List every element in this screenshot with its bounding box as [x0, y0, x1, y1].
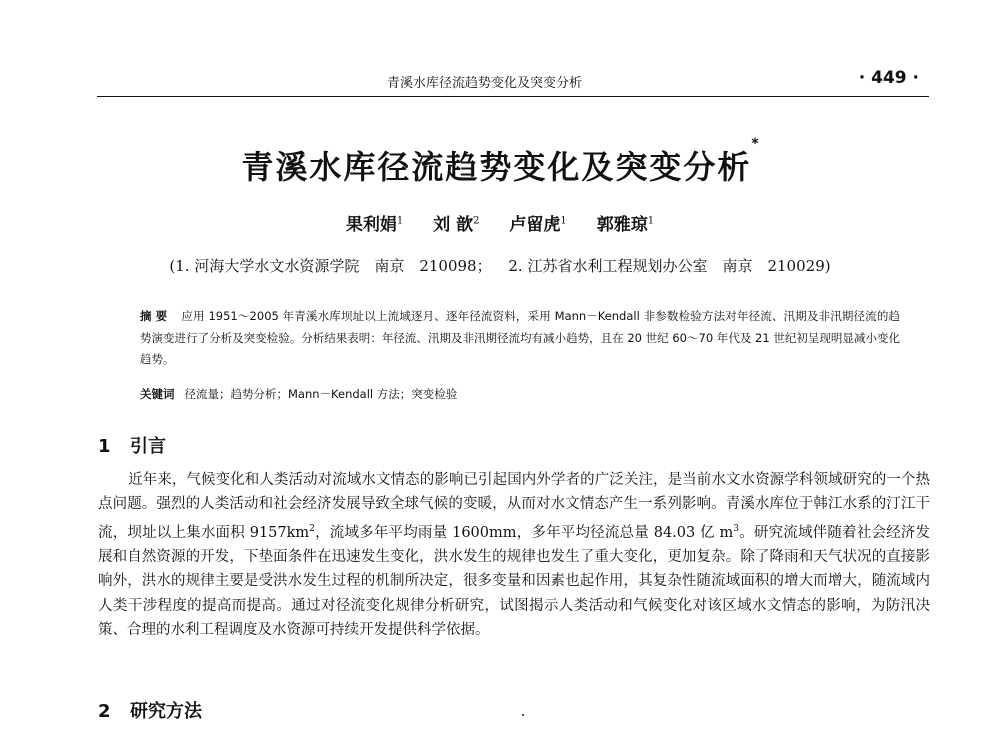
section-number: 2: [98, 701, 111, 722]
title-footnote-mark: *: [751, 136, 759, 152]
paper-title-text: 青溪水库径流趋势变化及突变分析: [241, 148, 752, 186]
author: 郭雅琼$^1$: [596, 215, 655, 235]
abstract-label: 摘要: [140, 309, 172, 323]
running-title: 青溪水库径流趋势变化及突变分析: [387, 76, 583, 91]
author: 刘 歆$^2$: [433, 215, 480, 235]
author-list: [0, 210, 1000, 235]
author: 卢留虎$^1$: [509, 215, 567, 235]
abstract: [140, 306, 900, 371]
affiliation: [0, 255, 1000, 276]
author: 果利娟$^1$: [345, 215, 404, 235]
section-heading-introduction: [98, 432, 166, 458]
section-title: 引言: [130, 436, 166, 457]
keywords: [140, 386, 900, 402]
page-number: · 449 ·: [858, 68, 919, 88]
affiliation-2: 2. 江苏省水利工程规划办公室 南京 210029): [508, 257, 831, 275]
keywords-text: 径流量；趋势分析；Mann－Kendall 方法；突变检验: [184, 387, 458, 401]
section-title: 研究方法: [130, 701, 202, 722]
header-rule: [97, 96, 929, 97]
running-header: [97, 66, 929, 96]
scan-speck: [522, 714, 524, 716]
section-heading-methods: [98, 697, 202, 723]
abstract-text: 应用 1951～2005 年青溪水库坝址以上流域逐月、逐年径流资料，采用 Mann－Kendall 非参数检验方法对年径流、汛期及非汛期径流的趋势演变进行了分析及突变检验。分析结果表明：年径流、汛期及非汛期径流均有减小趋势，且在 20 世纪 60～70 年代及 21 世纪初呈现明显减小变化趋势。: [140, 309, 901, 366]
section-number: 1: [98, 436, 111, 457]
intro-paragraph: 近年来，气候变化和人类活动对流域水文情态的影响已引起国内外学者的广泛关注，是当前水文水资源学科领域研究的一个热点问题。强烈的人类活动和社会经济发展导致全球气候的变暖，从而对水文情态产生一系列影响。青溪水库位于韩江水系的汀江干流，坝址以上集水面积 $9157km^2$，流域多年平均雨量 1600mm，多年平均径流总量 84.03 亿 $m^3$。研究流域伴随着社会经济发展和自然资源的开发，下垫面条件在迅速发生变化，洪水发生的规律也发生了重大变化，更加复杂。除了降雨和天气状况的直接影响外，洪水的规律主要是受洪水发生过程的机制所决定，很多变量和因素也起作用，其复杂性随流域面积的增大而增大，随流域内人类干涉程度的提高而提高。通过对径流变化规律分析研究，试图揭示人类活动和气候变化对该区域水文情态的影响，为防汛决策、合理的水利工程调度及水资源可持续开发提供科学依据。: [98, 472, 931, 639]
keywords-label: 关键词: [140, 387, 175, 401]
paper-title: [0, 136, 1000, 188]
affiliation-1: (1. 河海大学水文水资源学院 南京 210098；: [169, 257, 492, 275]
